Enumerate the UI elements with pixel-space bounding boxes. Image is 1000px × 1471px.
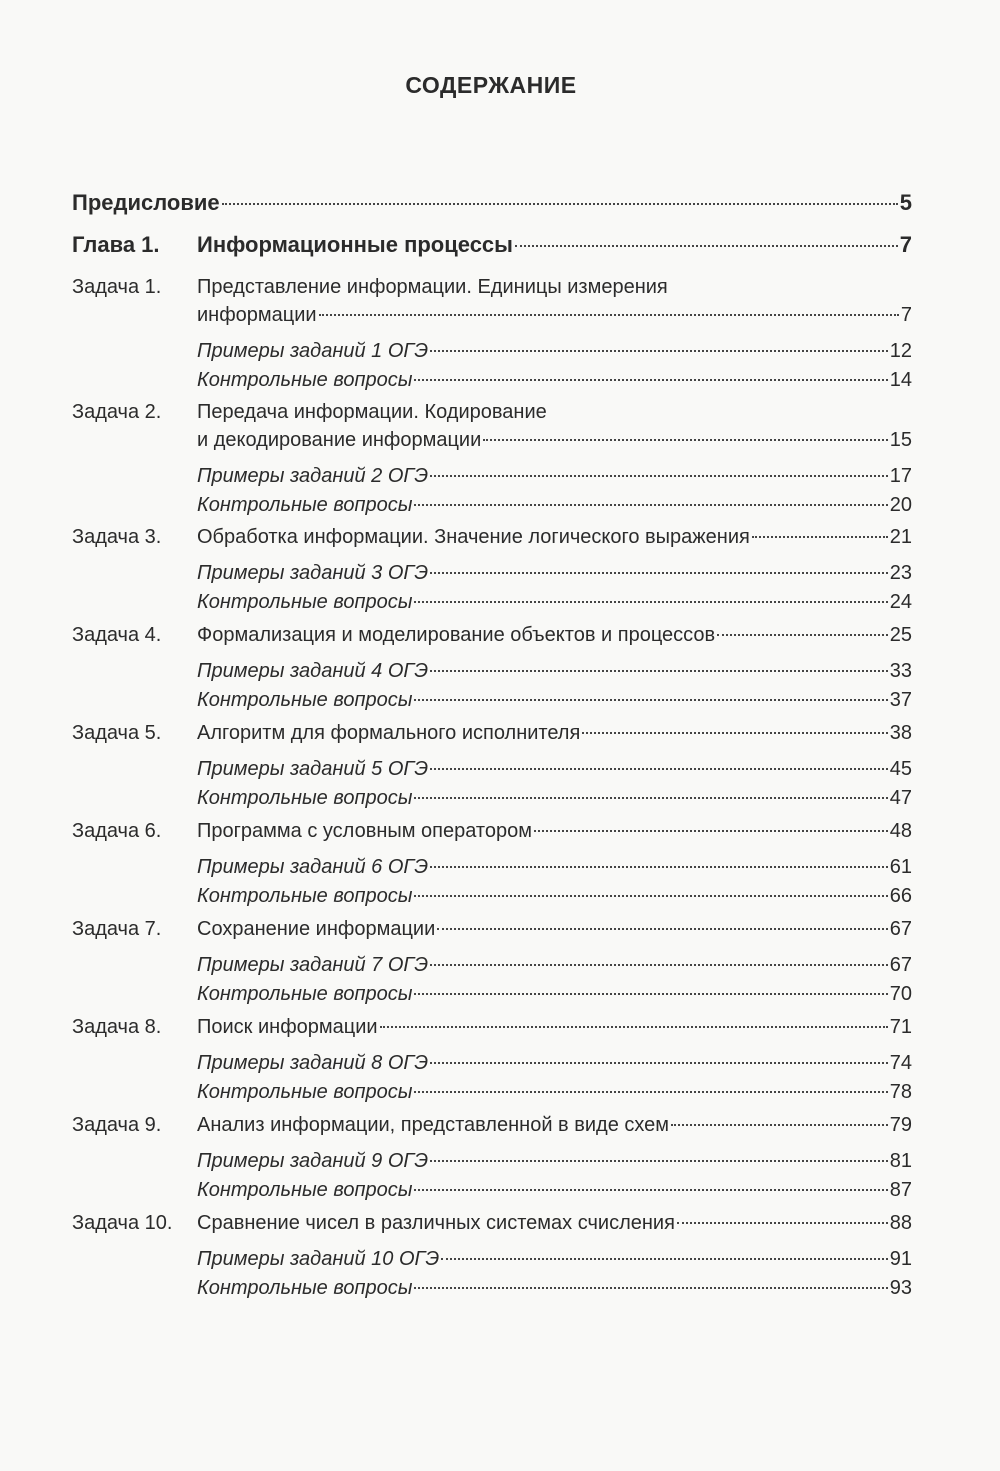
toc-page-number: 93 [889, 1277, 912, 1299]
dot-leader [582, 732, 887, 734]
toc-task-entry [72, 1208, 912, 1238]
toc-examples-entry [197, 852, 912, 882]
toc-entry-text: Контрольные вопросы [197, 1179, 413, 1201]
toc-examples-entry [197, 656, 912, 686]
toc-page-number: 79 [889, 1114, 912, 1136]
dot-leader [380, 1026, 888, 1028]
toc-page-number: 47 [889, 787, 912, 809]
toc-page-number: 67 [889, 954, 912, 976]
dot-leader [414, 797, 887, 799]
toc-entry-text: Контрольные вопросы [197, 983, 413, 1005]
toc-page-number: 17 [889, 465, 912, 487]
toc-questions-entry [197, 685, 912, 715]
toc-page-number: 66 [889, 885, 912, 907]
toc-entry-text: Примеры заданий 2 ОГЭ [197, 465, 429, 487]
toc-page-number: 33 [889, 660, 912, 682]
dot-leader [430, 475, 888, 477]
dot-leader [437, 928, 888, 930]
task-label: Задача 6. [72, 820, 162, 842]
toc-task-entry [72, 914, 912, 944]
dot-leader [677, 1222, 888, 1224]
toc-page-number: 5 [899, 190, 912, 215]
dot-leader [222, 203, 898, 205]
dot-leader [717, 634, 888, 636]
dot-leader [430, 350, 888, 352]
toc-task-entry [72, 1110, 912, 1140]
toc-questions-entry [197, 881, 912, 911]
dot-leader [752, 536, 888, 538]
toc-examples-entry [197, 461, 912, 491]
toc-page-number: 12 [889, 340, 912, 362]
toc-page-number: 67 [889, 918, 912, 940]
task-title-line1: Передача информации. Кодирование [197, 401, 547, 423]
toc-page-number: 15 [889, 429, 912, 451]
toc-page-number: 91 [889, 1248, 912, 1270]
toc-task-entry [72, 816, 912, 846]
toc-questions-entry [197, 783, 912, 813]
dot-leader [430, 964, 888, 966]
toc-entry-text: Обработка информации. Значение логического выражения [197, 526, 750, 548]
toc-entry-text: Анализ информации, представленной в виде схем [197, 1114, 670, 1136]
toc-questions-entry [197, 587, 912, 617]
toc-page-number: 37 [889, 689, 912, 711]
toc-questions-entry [197, 1273, 912, 1303]
toc-entry-text: Примеры заданий 6 ОГЭ [197, 856, 429, 878]
dot-leader [414, 1189, 887, 1191]
toc-questions-entry [197, 1077, 912, 1107]
toc-entry-text: Поиск информации [197, 1016, 378, 1038]
task-label: Задача 1. [72, 276, 162, 298]
dot-leader [414, 1091, 887, 1093]
toc-entry-text: Примеры заданий 9 ОГЭ [197, 1150, 429, 1172]
toc-task-entry [72, 620, 912, 650]
toc-examples-entry [197, 1244, 912, 1274]
toc-entry-text: Формализация и моделирование объектов и процессов [197, 624, 716, 646]
dot-leader [414, 601, 887, 603]
dot-leader [441, 1258, 887, 1260]
toc-entry-text: Примеры заданий 5 ОГЭ [197, 758, 429, 780]
task-label: Задача 10. [72, 1212, 173, 1234]
toc-page-number: 24 [889, 591, 912, 613]
dot-leader [515, 245, 898, 247]
toc-questions-entry [197, 979, 912, 1009]
toc-task-entry [197, 300, 912, 330]
toc-page-number: 7 [899, 232, 912, 257]
dot-leader [430, 1160, 888, 1162]
dot-leader [483, 439, 887, 441]
task-title-line2: и декодирование информации [197, 429, 482, 451]
toc-page-number: 74 [889, 1052, 912, 1074]
toc-entry-text: Примеры заданий 1 ОГЭ [197, 340, 429, 362]
task-label: Задача 5. [72, 722, 162, 744]
toc-task-entry [72, 1012, 912, 1042]
dot-leader [414, 699, 887, 701]
toc-entry-text: Примеры заданий 8 ОГЭ [197, 1052, 429, 1074]
toc-page-number: 78 [889, 1081, 912, 1103]
toc-page-number: 45 [889, 758, 912, 780]
toc-task-entry [197, 425, 912, 455]
dot-leader [534, 830, 888, 832]
toc-page-number: 14 [889, 369, 912, 391]
toc-entry-text: Примеры заданий 10 ОГЭ [197, 1248, 440, 1270]
toc-examples-entry [197, 336, 912, 366]
toc-entry-text: Контрольные вопросы [197, 885, 413, 907]
toc-entry-text: Сравнение чисел в различных системах счисления [197, 1212, 675, 1234]
toc-entry-text: Контрольные вопросы [197, 1081, 413, 1103]
dot-leader [414, 379, 887, 381]
task-title-line1: Представление информации. Единицы измерения [197, 276, 668, 298]
dot-leader [414, 993, 887, 995]
dot-leader [430, 1062, 888, 1064]
dot-leader [319, 314, 899, 316]
dot-leader [671, 1124, 888, 1126]
toc-entry-text: Контрольные вопросы [197, 787, 413, 809]
toc-examples-entry [197, 558, 912, 588]
toc-page-number: 38 [889, 722, 912, 744]
toc-task-entry [72, 718, 912, 748]
toc-entry-text: Информационные процессы [197, 232, 513, 257]
toc-entry-text: Контрольные вопросы [197, 369, 413, 391]
toc-examples-entry [197, 754, 912, 784]
chapter-label: Глава 1. [72, 232, 160, 257]
toc-page-number: 87 [889, 1179, 912, 1201]
dot-leader [430, 670, 888, 672]
toc-page-number: 25 [889, 624, 912, 646]
task-label: Задача 3. [72, 526, 162, 548]
toc-entry-text: Примеры заданий 3 ОГЭ [197, 562, 429, 584]
toc-page-number: 61 [889, 856, 912, 878]
dot-leader [430, 768, 888, 770]
task-label: Задача 8. [72, 1016, 162, 1038]
toc-entry-text: Примеры заданий 4 ОГЭ [197, 660, 429, 682]
dot-leader [414, 504, 887, 506]
toc-examples-entry [197, 950, 912, 980]
toc-entry-text: Программа с условным оператором [197, 820, 532, 842]
toc-page-number: 20 [889, 494, 912, 516]
toc-entry-text: Сохранение информации [197, 918, 436, 940]
task-title-line2: информации [197, 304, 317, 326]
page-title: СОДЕРЖАНИЕ [405, 72, 577, 98]
toc-questions-entry [197, 490, 912, 520]
dot-leader [430, 866, 888, 868]
dot-leader [414, 1287, 887, 1289]
toc-page-number: 48 [889, 820, 912, 842]
toc-page-number: 23 [889, 562, 912, 584]
task-label: Задача 2. [72, 401, 162, 423]
toc-examples-entry [197, 1146, 912, 1176]
task-label: Задача 4. [72, 624, 162, 646]
task-label: Задача 7. [72, 918, 162, 940]
toc-page-number: 70 [889, 983, 912, 1005]
toc-chapter [72, 230, 912, 260]
toc-entry-text: Контрольные вопросы [197, 494, 413, 516]
toc-task-entry [72, 522, 912, 552]
toc-questions-entry [197, 365, 912, 395]
toc-page-number: 7 [900, 304, 912, 326]
toc-questions-entry [197, 1175, 912, 1205]
toc-entry-text: Контрольные вопросы [197, 1277, 413, 1299]
toc-entry-text: Предисловие [72, 190, 220, 215]
toc-entry-text: Контрольные вопросы [197, 591, 413, 613]
toc-preface [72, 188, 912, 218]
dot-leader [430, 572, 888, 574]
toc-page-number: 81 [889, 1150, 912, 1172]
toc-page-number: 88 [889, 1212, 912, 1234]
toc-entry-text: Алгоритм для формального исполнителя [197, 722, 581, 744]
dot-leader [414, 895, 887, 897]
toc-page-number: 21 [889, 526, 912, 548]
toc-page-number: 71 [889, 1016, 912, 1038]
toc-entry-text: Примеры заданий 7 ОГЭ [197, 954, 429, 976]
toc-examples-entry [197, 1048, 912, 1078]
toc-entry-text: Контрольные вопросы [197, 689, 413, 711]
task-label: Задача 9. [72, 1114, 162, 1136]
